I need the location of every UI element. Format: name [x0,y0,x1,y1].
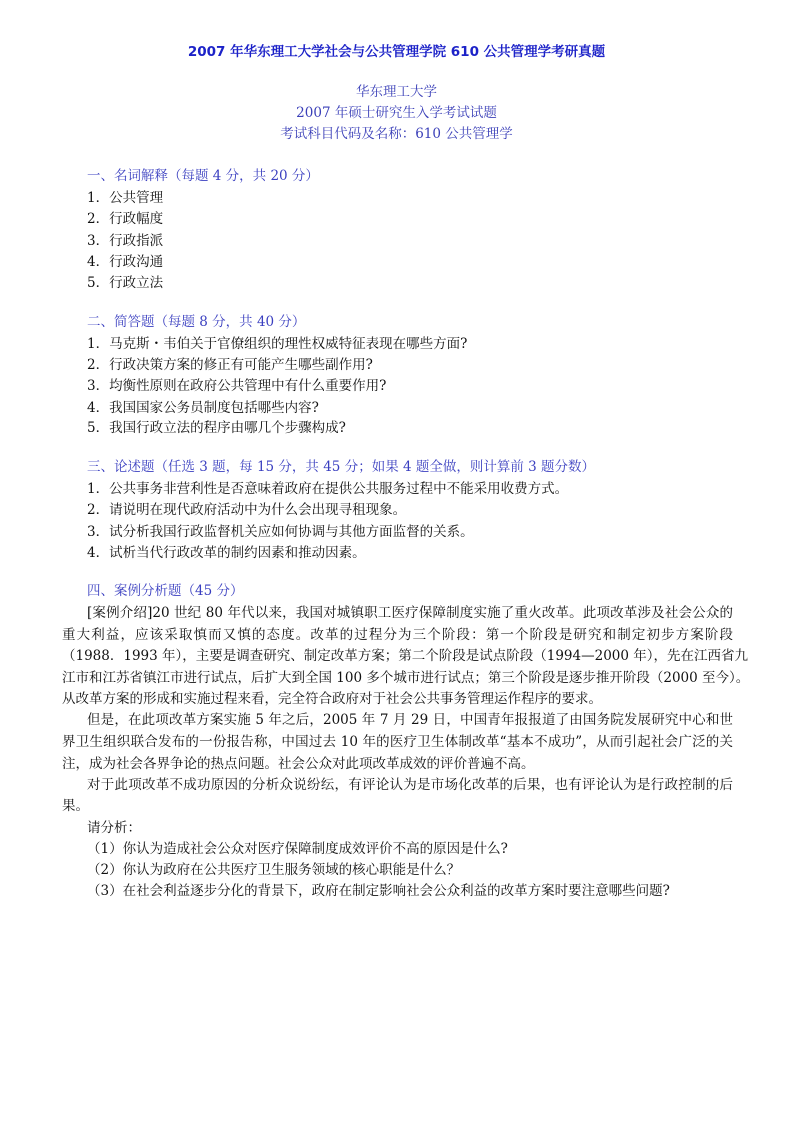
question-item: （3）在社会利益逐步分化的背景下，政府在制定影响社会公众利益的改革方案时要注意哪些问题? [87,883,670,899]
list-item: 2．请说明在现代政府活动中为什么会出现寻租现象。 [87,502,407,518]
case-text-line: 对于此项改革不成功原因的分析众说纷纭，有评论认为是市场化改革的后果，也有评论认为是行政控制的后 [87,777,733,793]
list-item: 1．公共管理 [87,190,164,206]
case-text-line: 注，成为社会各界争论的热点问题。社会公众对此项改革成效的评价普遍不高。 [62,756,535,772]
question-item: （2）你认为政府在公共医疗卫生服务领域的核心职能是什么？ [87,862,461,878]
list-item: 4．行政沟通 [87,254,164,270]
case-text-line: 果。 [62,798,89,814]
question-item: （1）你认为造成社会公众对医疗保障制度成效评价不高的原因是什么? [87,841,508,857]
list-item: 2．行政决策方案的修正有可能产生哪些副作用? [87,357,373,373]
case-text-line: （1988．1993 年），主要是调查研究、制定改革方案；第二个阶段是试点阶段（1994—2000 年），先在江西省九 [62,648,749,664]
subject-name: 考试科目代码及名称：610 公共管理学 [280,126,513,142]
exam-name: 2007 年硕士研究生入学考试试题 [296,105,497,121]
list-item: 3．试分析我国行政监督机关应如何协调与其他方面监督的关系。 [87,524,474,540]
list-item: 2．行政幅度 [87,211,164,227]
list-item: 4．试析当代行政改革的制约因素和推动因素。 [87,545,366,561]
section-3-heading: 三、论述题（任选 3 题，每 15 分，共 45 分；如果 4 题全做，则计算前 3 题分数） [87,459,596,475]
section-1-heading: 一、名词解释（每题 4 分，共 20 分） [87,168,319,184]
list-item: 5．行政立法 [87,275,164,291]
section-2-heading: 二、简答题（每题 8 分，共 40 分） [87,314,306,330]
section-4-heading: 四、案例分析题（45 分） [87,583,244,599]
case-text-line: 但是，在此项改革方案实施 5 年之后，2005 年 7 月 29 日，中国青年报报道了由国务院发展研究中心和世 [87,712,733,728]
list-item: 1．公共事务非营利性是否意味着政府在提供公共服务过程中不能采用收费方式。 [87,481,569,497]
case-text-line: 重大利益，应该采取慎而又慎的态度。改革的过程分为三个阶段：第一个阶段是研究和制定初步方案阶段 [62,627,733,643]
list-item: 3．均衡性原则在政府公共管理中有什么重要作用? [87,378,387,394]
university-name: 华东理工大学 [356,84,437,100]
list-item: 4．我国国家公务员制度包括哪些内容? [87,400,319,416]
list-item: 5．我国行政立法的程序由哪几个步骤构成? [87,420,346,436]
list-item: 3．行政指派 [87,233,164,249]
case-text-line: 界卫生组织联合发布的一份报告称，中国过去 10 年的医疗卫生体制改革“基本不成功”，从而引起社会广泛的关 [62,734,734,750]
case-text-line: 从改革方案的形成和实施过程来看，完全符合政府对于社会公共事务管理运作程序的要求。 [62,691,602,707]
document-title: 2007 年华东理工大学社会与公共管理学院 610 公共管理学考研真题 [187,44,606,60]
analysis-prompt: 请分析： [87,820,141,836]
list-item: 1．马克斯・韦伯关于官僚组织的理性权威特征表现在哪些方面? [87,336,468,352]
case-text-line: 江市和江苏省镇江市进行试点，后扩大到全国 100 多个城市进行试点；第三个阶段是逐步推开阶段（2000 至今）。 [62,670,750,686]
case-text-line: [案例介绍]20 世纪 80 年代以来，我国对城镇职工医疗保障制度实施了重火改革。此项改革涉及社会公众的 [87,605,733,621]
